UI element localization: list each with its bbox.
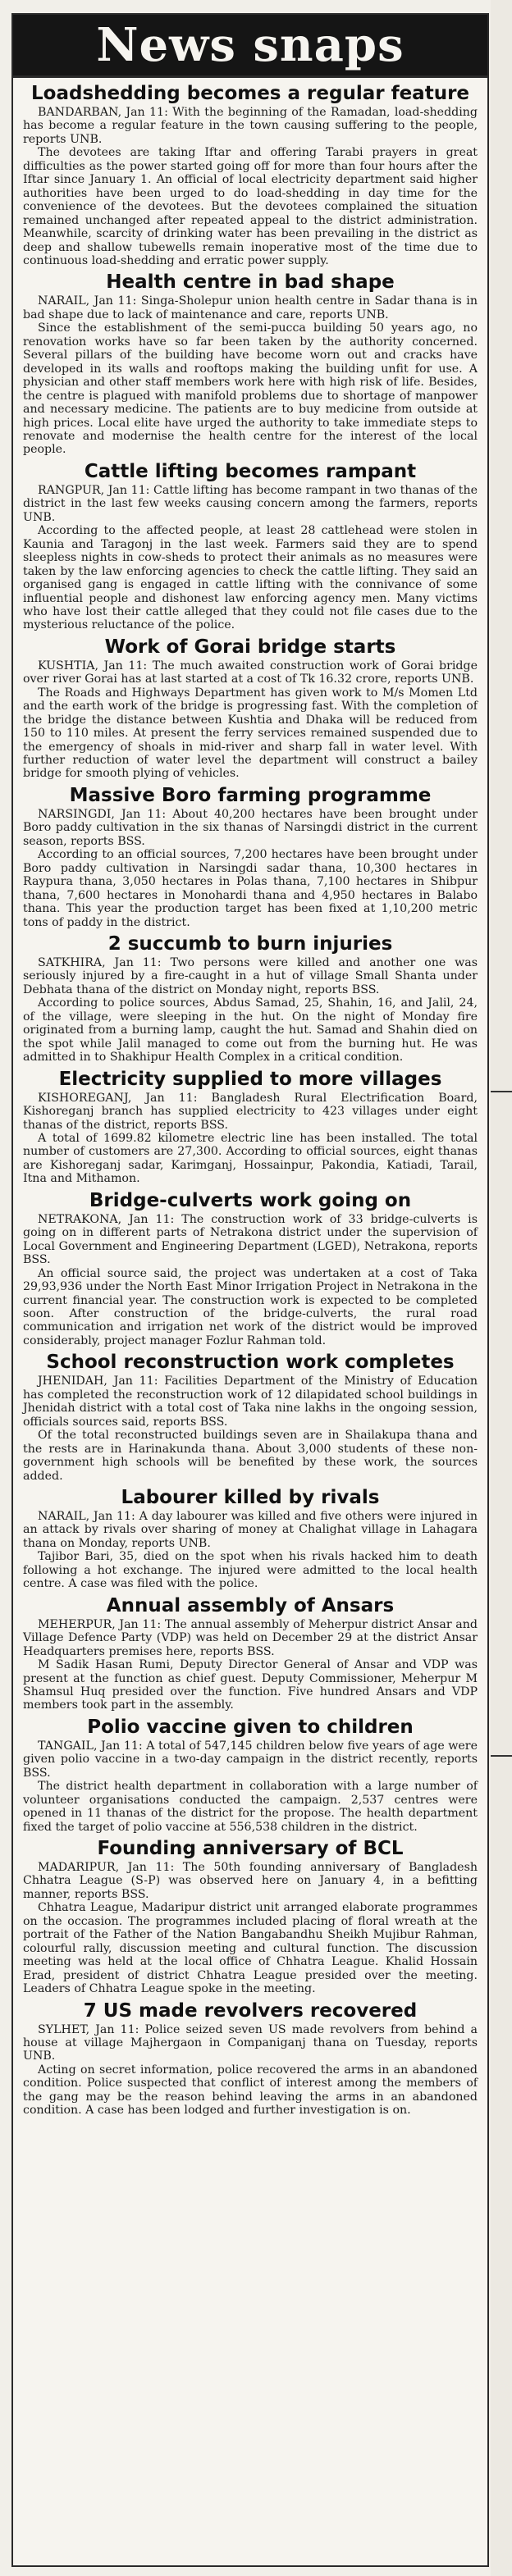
story-body: [23, 1092, 478, 1186]
news-story: [23, 785, 478, 929]
story-headline: 2 succumb to burn injuries: [107, 933, 393, 955]
story-headline: Work of Gorai bridge starts: [104, 636, 396, 658]
news-story: [23, 1487, 478, 1591]
story-paragraph: RANGPUR, Jan 11: Cattle lifting has become rampant in two thanas of the district in the last few weeks causing concern among the farmers, reports UNB.: [23, 483, 478, 524]
story-paragraph: NARSINGDI, Jan 11: About 40,200 hectares have been brought under Boro paddy cultivation in the six thanas of Narsingdi district in the current season, reports BSS.: [23, 807, 478, 848]
story-headline: Labourer killed by rivals: [121, 1486, 380, 1508]
story-body: [23, 106, 478, 267]
story-body: [23, 1861, 478, 1996]
adjacent-column-rule: [491, 1091, 512, 1092]
news-story: [23, 1838, 478, 1996]
news-snaps-column: [11, 13, 489, 2567]
story-body: [23, 294, 478, 456]
news-story: [23, 271, 478, 456]
stories-list: [13, 78, 487, 2118]
story-headline: Bridge-culverts work going on: [89, 1189, 412, 1211]
story-paragraph: NETRAKONA, Jan 11: The construction work of 33 bridge-culverts is going on in different parts of Netrakona district under the supervision of Local Government and Engineering Department (LGED), Netrakona, reports BSS.: [23, 1212, 478, 1267]
story-headline: Health centre in bad shape: [106, 271, 395, 294]
story-body: [23, 484, 478, 632]
story-paragraph: JHENIDAH, Jan 11: Facilities Department of the Ministry of Education has completed the reconstruction work of 12 dilapidated school buildings in Jhenidah district with a total cost of Taka nine lakhs in the ongoing session, officials sources said, reports BSS.: [23, 1375, 478, 1429]
story-body: [23, 956, 478, 1065]
story-headline: Annual assembly of Ansars: [106, 1594, 395, 1616]
story-headline: Loadshedding becomes a regular feature: [30, 83, 470, 104]
news-story: [23, 636, 478, 781]
story-paragraph: SATKHIRA, Jan 11: Two persons were killed and another one was seriously injured by a fire-caught in a hut of village Small Shanta under Debhata thana of the district on Monday night, reports BSS.: [23, 956, 478, 996]
story-headline: Massive Boro farming programme: [69, 784, 432, 806]
story-headline: School reconstruction work completes: [46, 1352, 455, 1374]
story-body: [23, 659, 478, 781]
story-paragraph: KUSHTIA, Jan 11: The much awaited construction work of Gorai bridge over river Gorai has at last started at a cost of Tk 16.32 crore, reports UNB.: [23, 659, 478, 686]
news-story: [23, 1717, 478, 1834]
news-story: [23, 1595, 478, 1712]
story-body: [23, 1618, 478, 1712]
story-paragraph: NARAIL, Jan 11: A day labourer was killed and five others were injured in an attack by rivals over sharing of money at Chalighat village in Lahagara thana on Monday, reports UNB.: [23, 1509, 478, 1550]
story-paragraph: An official source said, the project was undertaken at a cost of Taka 29,93,936 under the North East Minor Irrigation Project in Netrakona in the current financial year. The construction work is expected to be completed soon. After construction of the bridge-culverts, the rural road communication and irrigation net work of the district would be improved considerably, project manager Fozlur Rahman told.: [23, 1266, 478, 1347]
news-story: [23, 461, 478, 632]
story-paragraph: TANGAIL, Jan 11: A total of 547,145 children below five years of age were given polio vaccine in a two-day campaign in the district recently, reports BSS.: [23, 1739, 478, 1780]
story-paragraph: The devotees are taking Iftar and offering Tarabi prayers in great difficulties as the power started going off for more than four hours after the Iftar since January 1. An official of local electricity department said higher authorities have been urged to do load-shedding in day time for the convenience of the devotees. But the devotees complained the situation remained unchanged after repeated appeal to the district administration. Meanwhile, scarcity of drinking water has been prevailing in the district as deep and shallow tubewells remain inoperative most of the time due to continuous load-shedding and erratic power supply.: [23, 146, 478, 267]
story-paragraph: Tajibor Bari, 35, died on the spot when his rivals hacked him to death following a hot exchange. The injured were admitted to the local health centre. A case was filed with the police.: [23, 1550, 478, 1591]
story-paragraph: KISHOREGANJ, Jan 11: Bangladesh Rural Electrification Board, Kishoreganj branch has supplied electricity to 423 villages under eight thanas of the district, reports BSS.: [23, 1091, 478, 1132]
story-paragraph: Of the total reconstructed buildings seven are in Shailakupa thana and the rests are in Harinakunda thana. About 3,000 students of these non-government high schools will be benefited by these work, the sources added.: [23, 1429, 478, 1483]
adjacent-column-rule: [491, 1755, 512, 1757]
adjacent-column-strip: [491, 0, 512, 2576]
story-paragraph: BANDARBAN, Jan 11: With the beginning of the Ramadan, load-shedding has become a regular feature in the town causing suffering to the people, reports UNB.: [23, 106, 478, 146]
story-paragraph: Chhatra League, Madaripur district unit arranged elaborate programmes on the occasion. The programmes included placing of floral wreath at the portrait of the Father of the Nation Bangabandhu Sheikh Mujibur Rahman, colourful rally, discussion meeting and cultural function. The discussion meeting was held at the local office of Chhatra League. Khalid Hossain Erad, president of district Chhatra League presided over the meeting. Leaders of Chhatra League spoke in the meeting.: [23, 1901, 478, 1996]
news-story: [23, 1190, 478, 1348]
story-body: [23, 808, 478, 929]
story-paragraph: According to the affected people, at least 28 cattlehead were stolen in Kaunia and Taragonj in the last week. Farmers said they are to spend sleepless nights in cow-sheds to protect their animals as no measures were taken by the law enforcing agencies to check the cattle lifting. They said an organised gang is engaged in cattle lifting with the connivance of some influential people and dishonest law enforcing agency men. Many victims who have lost their cattle alleged that they could not file cases due to the mysterious reluctance of the police.: [23, 524, 478, 632]
news-story: [23, 1069, 478, 1186]
story-paragraph: According to police sources, Abdus Samad, 25, Shahin, 16, and Jalil, 24, of the village, were sleeping in the hut. On the night of Monday fire originated from a burning lamp, caught the hut. Samad and Shahin died on the spot while Jalil managed to come out from the burning hut. He was admitted in to Shakhipur Health Complex in a critical condition.: [23, 996, 478, 1065]
story-paragraph: M Sadik Hasan Rumi, Deputy Director General of Ansar and VDP was present at the function as chief guest. Deputy Commissioner, Meherpur M Shamsul Huq presided over the function. Five hundred Ansars and VDP members took part in the assembly.: [23, 1658, 478, 1712]
story-paragraph: A total of 1699.82 kilometre electric line has been installed. The total number of customers are 27,300. According to official sources, eight thanas are Kishoreganj sadar, Karimganj, Hossainpur, Pakondia, Katiadi, Tarail, Itna and Mithamon.: [23, 1132, 478, 1186]
news-story: [23, 2000, 478, 2118]
story-body: [23, 2023, 478, 2118]
story-headline: Cattle lifting becomes rampant: [84, 460, 417, 482]
masthead-title: News snaps: [13, 15, 487, 78]
story-headline: Founding anniversary of BCL: [97, 1838, 404, 1860]
story-headline: 7 US made revolvers recovered: [83, 1999, 418, 2022]
story-paragraph: SYLHET, Jan 11: Police seized seven US made revolvers from behind a house at village Majhergaon in Companiganj thana on Tuesday, reports UNB.: [23, 2022, 478, 2063]
story-body: [23, 1375, 478, 1483]
story-paragraph: The Roads and Highways Department has given work to M/s Momen Ltd and the earth work of the bridge is progressing fast. With the completion of the bridge the distance between Kushtia and Dhaka will be reduced from 150 to 110 miles. At present the ferry services remained suspended due to the emergency of shoals in mid-river and sharp fall in water level. With further reduction of water level the department will construct a bailey bridge for smooth plying of vehicles.: [23, 686, 478, 781]
story-paragraph: The district health department in collaboration with a large number of volunteer organisations conducted the campaign. 2,537 centres were opened in 11 thanas of the district for the propose. The health department fixed the target of polio vaccine at 556,538 children in the district.: [23, 1780, 478, 1834]
news-story: [23, 83, 478, 267]
story-headline: Polio vaccine given to children: [87, 1716, 414, 1738]
news-story: [23, 1352, 478, 1483]
story-body: [23, 1213, 478, 1348]
story-paragraph: MADARIPUR, Jan 11: The 50th founding anniversary of Bangladesh Chhatra League (S-P) was observed here on January 4, in a befitting manner, reports BSS.: [23, 1861, 478, 1901]
story-paragraph: Acting on secret information, police recovered the arms in an abandoned condition. Police suspected that conflict of interest among the members of the gang may be the reason behind leaving the arms in an abandoned condition. A case has been lodged and further investigation is on.: [23, 2063, 478, 2118]
story-paragraph: NARAIL, Jan 11: Singa-Sholepur union health centre in Sadar thana is in bad shape due to lack of maintenance and care, reports UNB.: [23, 294, 478, 321]
news-story: [23, 933, 478, 1065]
story-paragraph: MEHERPUR, Jan 11: The annual assembly of Meherpur district Ansar and Village Defence Party (VDP) was held on December 29 at the district Ansar Headquarters premises here, reports BSS.: [23, 1617, 478, 1658]
story-paragraph: According to an official sources, 7,200 hectares have been brought under Boro paddy cultivation in Narsingdi sadar thana, 10,300 hectares in Raypura thana, 3,050 hectares in Polas thana, 7,100 hectares in Shibpur thana, 7,600 hectares in Monohardi thana and 4,950 hectares in Balabo thana. This year the production target has been fixed at 1,10,200 metric tons of paddy in the district.: [23, 848, 478, 929]
story-body: [23, 1739, 478, 1834]
story-paragraph: Since the establishment of the semi-pucca building 50 years ago, no renovation works have so far been taken by the authority concerned. Several pillars of the building have become worn out and cracks have developed in its walls and rooftops making the building unfit for use. A physician and other staff members work here with high risk of life. Besides, the centre is plagued with manifold problems due to shortage of manpower and necessary medicine. The patients are to buy medicine from outside at high prices. Local elite have urged the authority to take immediate steps to renovate and modernise the health centre for the interest of the local people.: [23, 321, 478, 457]
story-body: [23, 1510, 478, 1591]
story-headline: Electricity supplied to more villages: [58, 1068, 442, 1090]
